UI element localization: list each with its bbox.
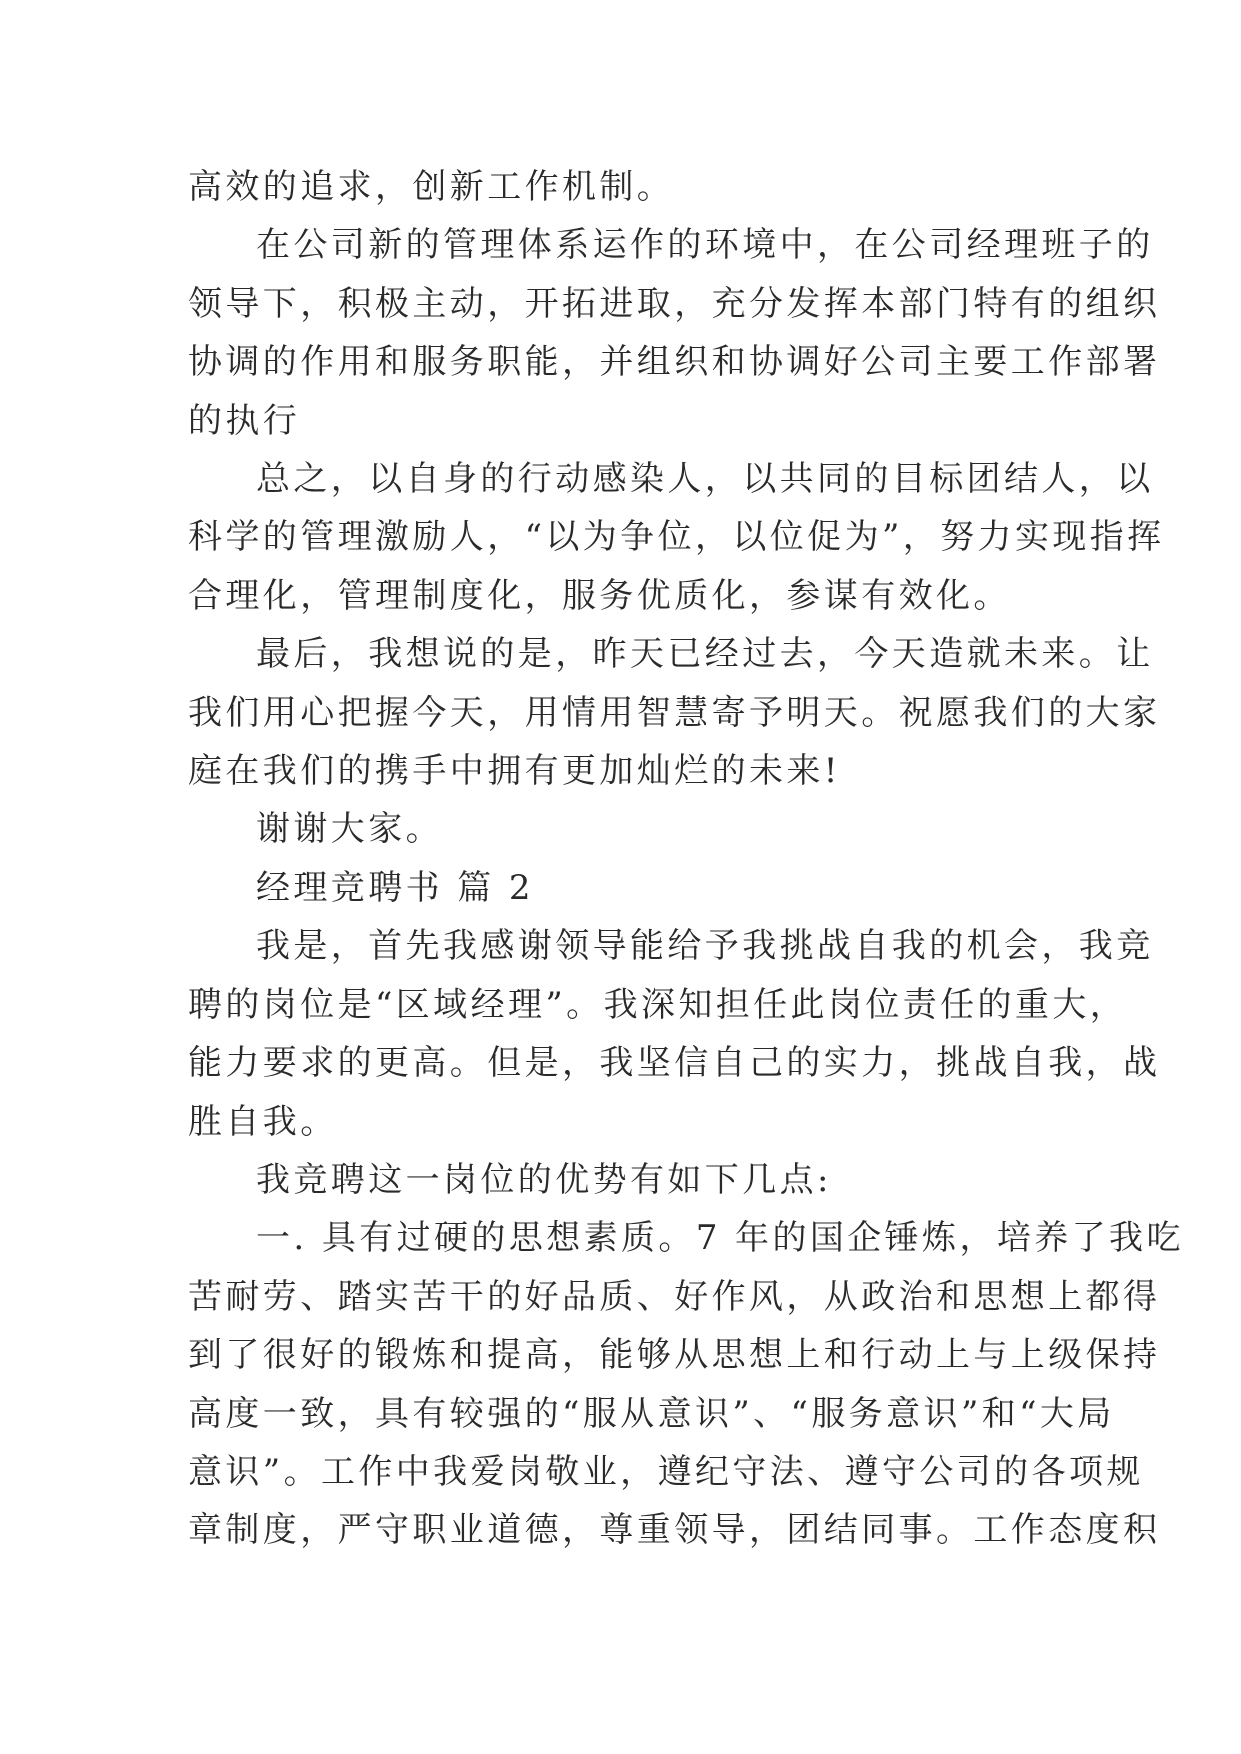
text-line: 领导下，积极主动，开拓进取，充分发挥本部门特有的组织 [188,283,1161,324]
text-line: 的执行 [188,400,301,441]
text-line: 总之，以自身的行动感染人，以共同的目标团结人，以 [256,459,1154,500]
text-line: 在公司新的管理体系运作的环境中，在公司经理班子的 [256,225,1154,266]
text-line: 能力要求的更高。但是，我坚信自己的实力，挑战自我，战 [188,1043,1161,1084]
text-line: 科学的管理激励人，“以为争位，以位促为”，努力实现指挥 [188,517,1165,558]
text-line: 合理化，管理制度化，服务优质化，参谋有效化。 [188,575,1011,616]
text-line: 我们用心把握今天，用情用智慧寄予明天。祝愿我们的大家 [188,692,1161,733]
text-line: 高度一致，具有较强的“服从意识”、“服务意识”和“大局 [188,1393,1115,1434]
text-line: 一. 具有过硬的思想素质。7 年的国企锤炼，培养了我吃 [256,1218,1184,1259]
text-line: 章制度，严守职业道德，尊重领导，团结同事。工作态度积 [188,1510,1161,1551]
text-line: 苦耐劳、踏实苦干的好品质、好作风，从政治和思想上都得 [188,1276,1161,1317]
text-line: 胜自我。 [188,1101,338,1142]
paragraph [188,216,1161,450]
text-line: 意识”。工作中我爱岗敬业，遵纪守法、遵守公司的各项规 [188,1451,1144,1492]
document-body [188,158,1184,1560]
text-line: 庭在我们的携手中拥有更加灿烂的未来! [188,751,841,792]
paragraph [188,450,1165,625]
text-line: 谢谢大家。 [256,809,443,850]
paragraph [188,1209,1184,1559]
text-line: 最后，我想说的是，昨天已经过去，今天造就未来。让 [256,634,1154,675]
text-line: 高效的追求，创新工作机制。 [188,167,675,207]
paragraph [188,800,1054,858]
text-line: 聘的岗位是“区域经理”。我深知担任此岗位责任的重大， [188,984,1128,1025]
paragraph [188,158,1054,216]
paragraph [188,1151,1054,1209]
text-line: 到了很好的锻炼和提高，能够从思想上和行动上与上级保持 [188,1335,1161,1376]
text-line: 我是，首先我感谢领导能给予我挑战自我的机会，我竞 [256,926,1154,967]
text-line: 协调的作用和服务职能，并组织和协调好公司主要工作部署 [188,342,1161,383]
paragraph [188,625,1161,800]
text-line: 经理竞聘书 篇 2 [256,867,534,908]
paragraph [188,917,1161,1151]
paragraph [188,859,1054,917]
text-line: 我竞聘这一岗位的优势有如下几点: [256,1159,832,1200]
